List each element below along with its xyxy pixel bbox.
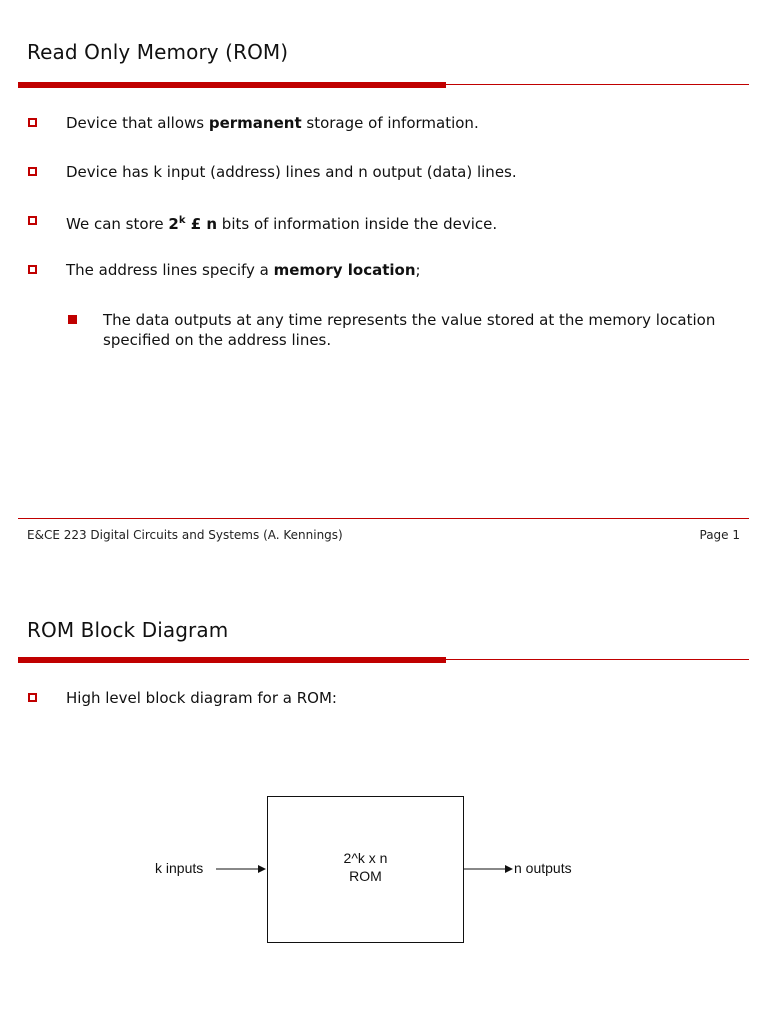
- filled-square-bullet-icon: [68, 315, 77, 324]
- slide-title: ROM Block Diagram: [27, 618, 229, 642]
- output-label: n outputs: [514, 860, 572, 876]
- rom-size-label: 2^k x n: [343, 850, 388, 866]
- slide-2: [0, 600, 768, 1024]
- title-divider-thick: [18, 82, 446, 88]
- hollow-square-bullet-icon: [28, 167, 37, 176]
- footer-divider: [18, 518, 749, 519]
- bullet-text: Device that allows permanent storage of information.: [66, 114, 479, 132]
- input-label: k inputs: [155, 860, 204, 876]
- hollow-square-bullet-icon: [28, 118, 37, 127]
- rom-block-diagram: [0, 600, 768, 1024]
- hollow-square-bullet-icon: [28, 265, 37, 274]
- footer-page-number: Page 1: [699, 528, 740, 542]
- sub-bullet-text: The data outputs at any time represents the value stored at the memory location specified on the address lines.: [103, 311, 716, 349]
- rom-label: [268, 849, 463, 885]
- bullet-text: High level block diagram for a ROM:: [66, 689, 337, 707]
- bullet-text: We can store 2$^k$ £ n bits of information inside the device.: [66, 215, 498, 233]
- rom-name-label: ROM: [349, 868, 382, 884]
- bullet-text: The address lines specify a memory location;: [66, 261, 421, 279]
- rom-block: [267, 796, 464, 943]
- bullet-text: Device has k input (address) lines and n output (data) lines.: [66, 163, 517, 181]
- footer-course: E&CE 223 Digital Circuits and Systems (A. Kennings): [27, 528, 343, 542]
- hollow-square-bullet-icon: [28, 216, 37, 225]
- slide-title: Read Only Memory (ROM): [27, 40, 289, 64]
